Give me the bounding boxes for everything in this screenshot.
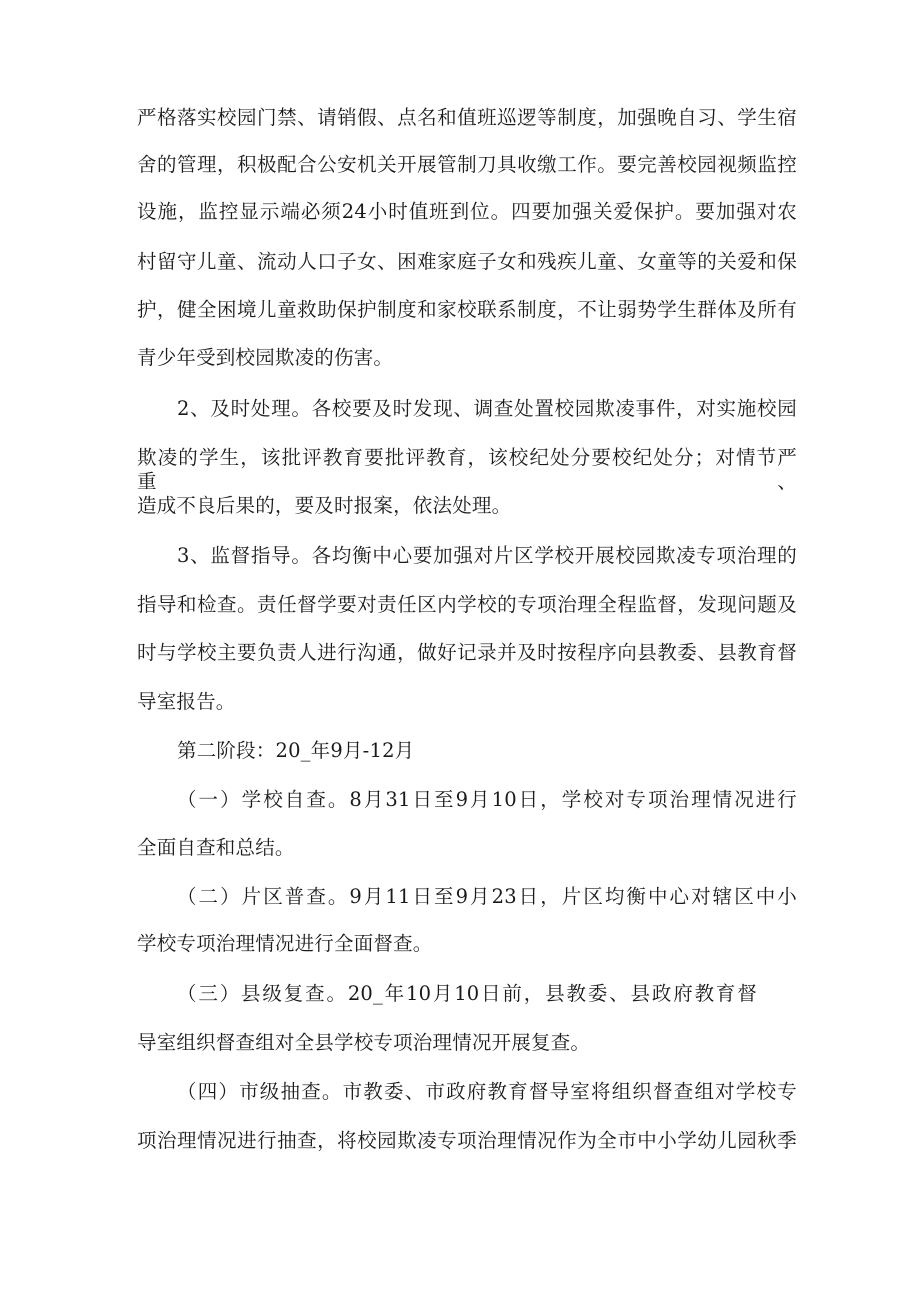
text-line: 项治理情况进行抽查，将校园欺凌专项治理情况作为全市中小学幼儿园秋季 bbox=[137, 1129, 797, 1152]
text-line: 2、及时处理。各校要及时发现、调查处置校园欺凌事件，对实施校园 bbox=[177, 397, 797, 420]
text-line: 青少年受到校园欺凌的伤害。 bbox=[137, 346, 394, 369]
text-line: 严格落实校园门禁、请销假、点名和值班巡逻等制度，加强晚自习、学生宿 bbox=[137, 106, 797, 129]
text-line: 学校专项治理情况进行全面督查。 bbox=[137, 932, 433, 955]
text-line: 村留守儿童、流动人口子女、困难家庭子女和残疾儿童、女童等的关爱和保 bbox=[137, 250, 797, 273]
text-line: 导室报告。 bbox=[137, 690, 236, 713]
text-line: （一）学校自查。8月31日至9月10日，学校对专项治理情况进行 bbox=[177, 788, 797, 811]
text-line: 设施，监控显示端必须24小时值班到位。四要加强关爱保护。要加强对农 bbox=[137, 200, 797, 223]
text-line: 舍的管理，积极配合公安机关开展管制刀具收缴工作。要完善校园视频监控 bbox=[137, 153, 797, 176]
text-line: 指导和检查。责任督学要对责任区内学校的专项治理全程监督，发现问题及 bbox=[137, 593, 797, 616]
text-line: （三）县级复查。20_年10月10日前，县教委、县政府教育督 bbox=[177, 982, 757, 1005]
text-line: 全面自查和总结。 bbox=[137, 836, 295, 859]
text-line: （四）市级抽查。市教委、市政府教育督导室将组织督查组对学校专 bbox=[177, 1080, 797, 1103]
text-line: 造成不良后果的，要及时报案，依法处理。 bbox=[137, 494, 512, 517]
text-line: （二）片区普查。9月11日至9月23日，片区均衡中心对辖区中小 bbox=[177, 885, 797, 908]
text-line: 导室组织督查组对全县学校专项治理情况开展复查。 bbox=[137, 1031, 591, 1054]
section-heading: 第二阶段：20_年9月-12月 bbox=[177, 739, 415, 762]
text-line: 欺凌的学生，该批评教育要批评教育，该校纪处分要校纪处分；对情节严重、 bbox=[137, 446, 797, 493]
text-line: 时与学校主要负责人进行沟通，做好记录并及时按程序向县教委、县教育督 bbox=[137, 641, 797, 664]
text-line: 护，健全困境儿童救助保护制度和家校联系制度，不让弱势学生群体及所有 bbox=[137, 298, 797, 321]
text-line: 3、监督指导。各均衡中心要加强对片区学校开展校园欺凌专项治理的 bbox=[177, 544, 797, 567]
